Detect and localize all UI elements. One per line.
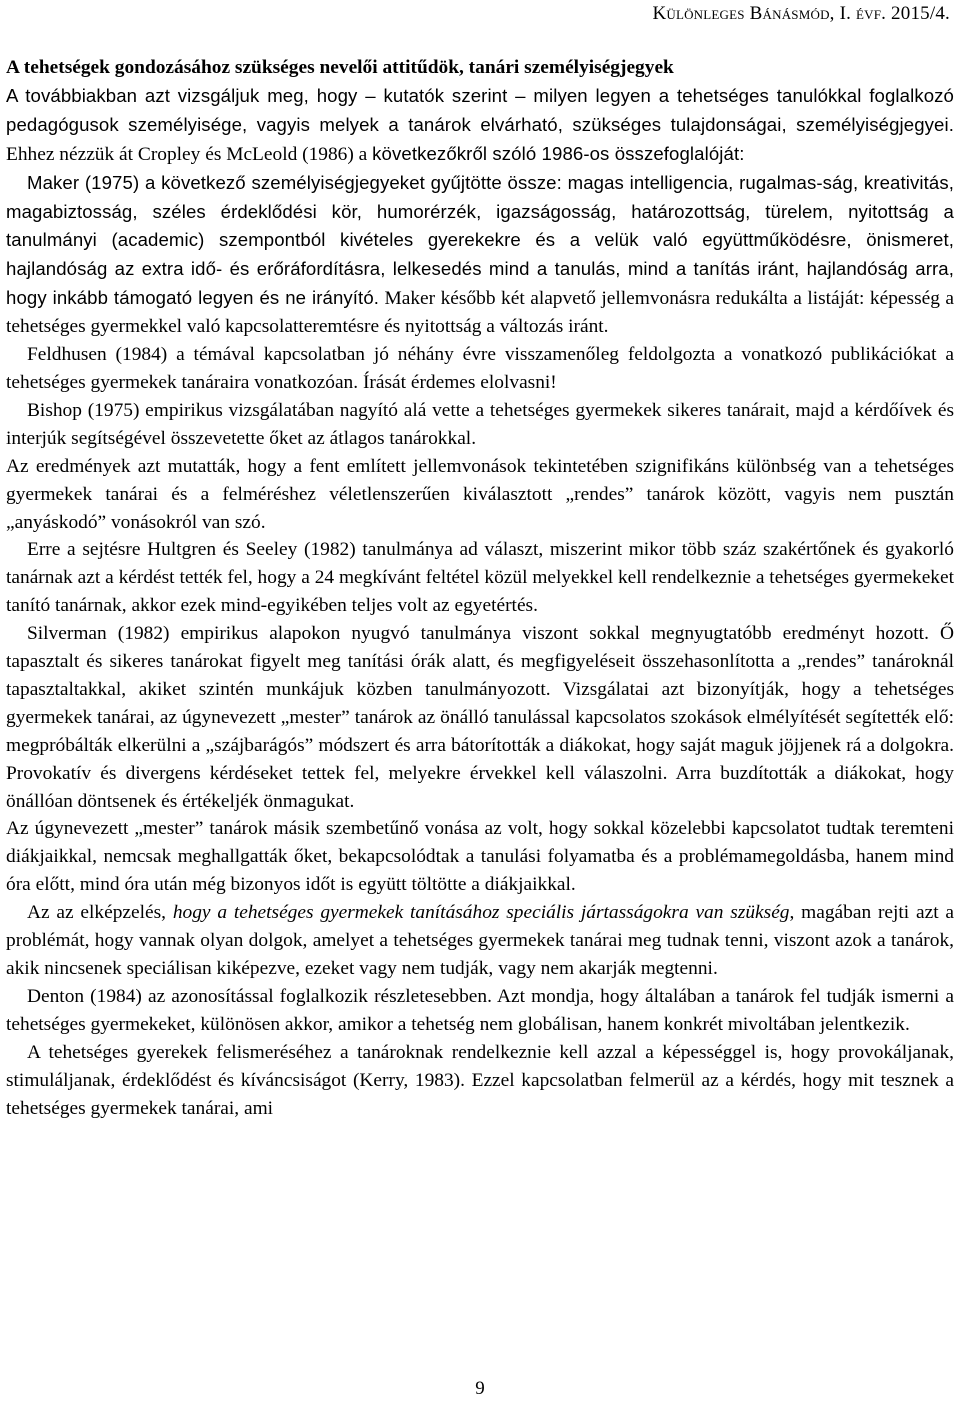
paragraph-1: [6, 82, 954, 169]
paragraph-11: A tehetséges gyerekek felismeréséhez a tanároknak rendelkeznie kell azzal a képességgel is, hogy provokáljanak, stimuláljanak, érdeklődést és kíváncsiságot (Kerry, 1983). Ezzel kapcsolatban felmerül az a kérdés, hogy mit tesznek a tehetséges gyermekek tanárai, ami: [6, 1041, 954, 1119]
paragraph-1-tail: következőkről szóló 1986-os összefoglalóját:: [372, 142, 745, 164]
article-body: [6, 54, 954, 1122]
paragraph-4: Bishop (1975) empirikus vizsgálatában nagyító alá vette a tehetséges gyermekek sikeres tanárait, majd a kérdőívek és interjúk segítségével összevetette őket az átlagos tanárokkal.: [6, 399, 954, 449]
paragraph-3: Feldhusen (1984) a témával kapcsolatban jó néhány évre visszamenőleg feldolgozta a vonatkozó publikációkat a tehetséges gyermekek tanáraira vonatkozóan. Írását érdemes elolvasni!: [6, 344, 954, 393]
paragraph-9-start: Az az elképzelés,: [27, 902, 173, 924]
paragraph-10: Denton (1984) az azonosítással foglalkozik részletesebben. Azt mondja, hogy általában a tanárok fel tudják ismerni a tehetséges gyermekeket, különösen akkor, amikor a tehetség nem globálisan, hanem konkrét mivoltában jelentkezik.: [6, 985, 954, 1035]
section-title: A tehetségek gondozásához szükséges nevelői attitűdök, tanári személyiségjegyek: [6, 57, 674, 78]
paragraph-2-serif: Maker később két alapvető jellemvonásra redukálta a listáját: képesség a tehetséges gyermekkel való kapcsolatteremtésre és nyitottság a változás iránt.: [6, 288, 955, 338]
page-number: 9: [475, 1378, 485, 1399]
paragraph-1-sans: A továbbiakban azt vizsgáljuk meg, hogy – kutatók szerint – milyen legyen a tehetséges tanulókkal foglalkozó pedagógusok személyisége, vagyis melyek a tanárok elvárható, szükséges tulajdonságai, személyiségjegyei.: [6, 84, 954, 135]
paragraph-7: Silverman (1982) empirikus alapokon nyugvó tanulmánya viszont sokkal megnyugtatóbb eredményt hozott. Ő tapasztalt és sikeres tanárokat figyelt meg tanítási órák alatt, és megfigyeléseit összehasonlította a „rendes” tanároknál tapasztaltakkal, akiket szintén munkájuk közben tanulmányozott. Vizsgálatai azt bizonyítják, hogy a tehetséges gyermekek tanárai, az úgynevezett „mester” tanárok az önálló tanulással kapcsolatos szokások elmélyítését segítették elő: megpróbálták elkerülni a „szájbarágós” módszert és arra bátorították a diákokat, hogy saját maguk jöjjenek rá a dolgokra. Provokatív és divergens kérdéseket tettek fel, melyekre érvekkel kell válaszolni. Arra buzdították a diákokat, hogy önállóan döntsenek és értékeljék önmagukat.: [6, 623, 954, 812]
paragraph-2: [6, 169, 954, 341]
running-header: [10, 3, 950, 25]
paragraph-5: Az eredmények azt mutatták, hogy a fent említett jellemvonások tekintetében szignifikáns különbség van a tehetséges gyermekek tanárai és a felméréshez véletlenszerűen kiválasztott „rendes” tanárok között, vagyis nem pusztán „anyáskodó” vonásokról van szó.: [6, 455, 954, 533]
paragraph-6: Erre a sejtésre Hultgren és Seeley (1982) tanulmánya ad választ, miszerint mikor több száz szakértőnek és gyakorló tanárnak azt a kérdést tették fel, hogy a 24 megkívánt feltétel közül melyekkel kell rendelkeznie a tehetséges gyermekeket tanító tanárnak, akkor ezek mind-egyikében teljes volt az egyetértés.: [6, 539, 954, 617]
paragraph-1-serif: Ehhez nézzük át Cropley és McLeold (1986) a: [6, 143, 373, 165]
paragraph-9: [6, 899, 954, 983]
paragraph-2-sans: Maker (1975) a következő személyiségjegyeket gyűjtötte össze: magas intelligencia, rugalmas-ság, kreativitás, magabiztosság, széles érdeklődési kör, humorérzék, igazságosság, határozottság, türelem, nyitottság a tanulmányi (academic) szempontból kivételes gyerekekre és a velük való együttműködésre, önismeret, hajlandóság az extra idő- és erőráfordításra, lelkesedés mind a tanulás, mind a tanítás iránt, hajlandóság arra, hogy inkább támogató legyen és ne irányító.: [6, 171, 954, 309]
paragraph-8: Az úgynevezett „mester” tanárok másik szembetűnő vonása az volt, hogy sokkal közelebbi kapcsolatot tudtak teremteni diákjaikkal, nemcsak meghallgatták őket, bekapcsolódtak a tanulási folyamatba és a problémamegoldásba, hanem mind óra előtt, mind óra után még bizonyos időt is együtt töltötte a diákjaikkal.: [6, 818, 954, 896]
journal-issue: , I. évf. 2015/4.: [829, 3, 950, 24]
paragraph-9-italic: hogy a tehetséges gyermekek tanításához speciális jártasságokra van szükség: [172, 902, 790, 924]
journal-name: Különleges Bánásmód: [652, 3, 830, 24]
paragraph-9-end: , magában rejti azt a problémát, hogy vannak olyan dolgok, amelyet a tehetséges gyermekek tanárai meg tudnak tenni, viszont azok a tanárok, akik nincsenek speciálisan kiképezve, ezeket vagy nem tudják, vagy nem akarják megtenni.: [6, 902, 954, 979]
